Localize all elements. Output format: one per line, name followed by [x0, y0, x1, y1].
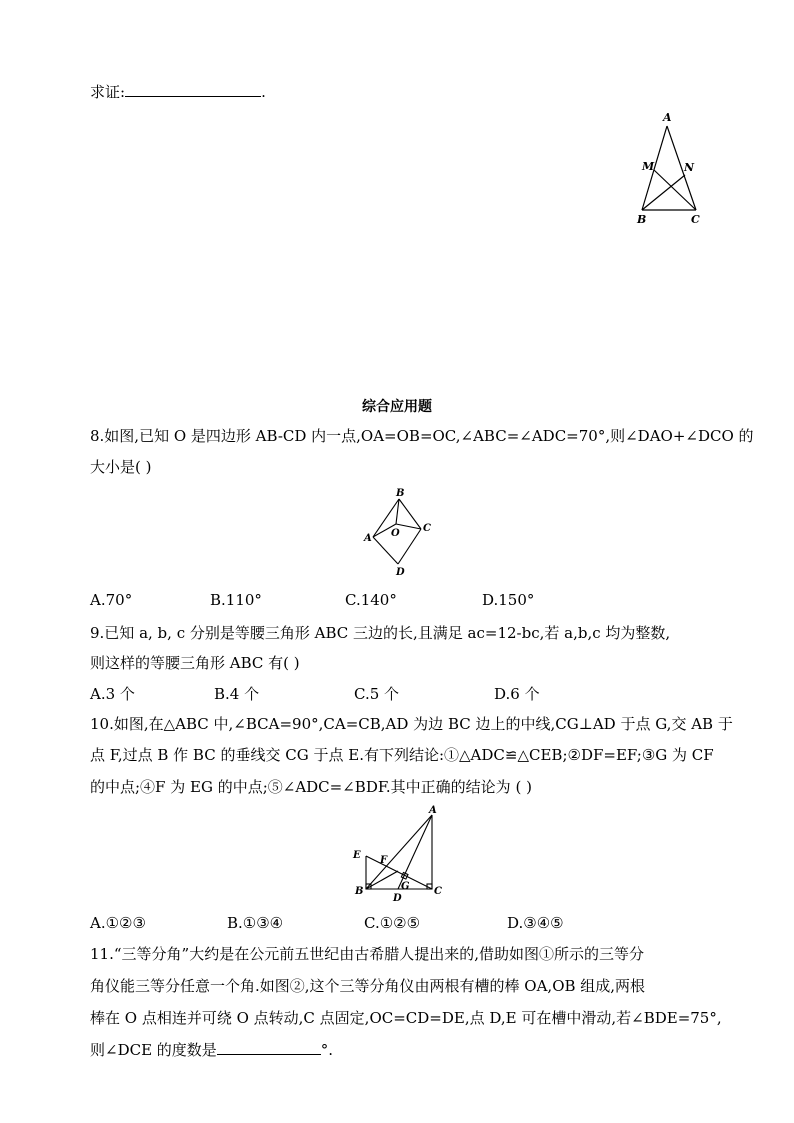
q9-line-2: 则这样的等腰三角形 ABC 有( )	[90, 654, 300, 672]
q11-line-4-text: 则∠DCE 的度数是	[90, 1041, 217, 1059]
q11-line-4-end: °.	[320, 1041, 334, 1059]
q10-fig-label-e: E	[353, 850, 361, 861]
q11-answer-blank	[217, 1040, 321, 1055]
q10-fig-label-a: A	[429, 805, 437, 816]
fig1-label-b: B	[637, 213, 647, 226]
fig1-label-c: C	[691, 213, 700, 226]
fig1-label-a: A	[663, 111, 672, 124]
q10-figure-right-triangle	[340, 805, 450, 905]
q8-option-c: C.140°	[345, 591, 397, 609]
q10-fig-label-c: C	[434, 886, 442, 897]
proof-label: 求证:	[90, 83, 126, 101]
q11-line-2: 角仪能三等分任意一个角.如图②,这个三等分角仪由两根有槽的棒 OA,OB 组成,两根	[90, 977, 646, 995]
q8-fig-label-a: A	[364, 533, 372, 544]
section-title: 综合应用题	[362, 399, 432, 415]
proof-line	[90, 82, 266, 102]
q10-fig-label-g: G	[401, 881, 410, 892]
q10-fig-label-f: F	[380, 855, 388, 866]
q8-figure-quadrilateral	[360, 484, 440, 579]
q10-fig-label-d: D	[393, 893, 402, 904]
q10-option-a: A.①②③	[90, 914, 146, 932]
q11-line-3: 棒在 O 点相连并可绕 O 点转动,C 点固定,OC=CD=DE,点 D,E 可在槽中滑动,若∠BDE=75°,	[90, 1009, 722, 1027]
q10-option-c: C.①②⑤	[364, 914, 421, 932]
q8-line-2: 大小是( )	[90, 458, 152, 476]
q10-option-b: B.①③④	[227, 914, 284, 932]
proof-end: .	[261, 83, 266, 101]
q9-option-b: B.4 个	[214, 685, 260, 703]
q8-line-1: 8.如图,已知 O 是四边形 AB-CD 内一点,OA=OB=OC,∠ABC=∠ADC=70°,则∠DAO+∠DCO 的	[90, 427, 754, 445]
q9-option-d: D.6 个	[494, 685, 540, 703]
q9-line-1: 9.已知 a, b, c 分别是等腰三角形 ABC 三边的长,且满足 ac=12-bc,若 a,b,c 均为整数,	[90, 624, 671, 642]
q10-fig-label-b: B	[355, 886, 364, 897]
figure-triangle-mn	[630, 108, 720, 228]
fig1-label-n: N	[684, 161, 695, 174]
proof-answer-blank	[125, 82, 261, 97]
q11-line-4	[90, 1040, 333, 1060]
q8-option-a: A.70°	[90, 591, 133, 609]
q10-line-3: 的中点;④F 为 EG 的中点;⑤∠ADC=∠BDF.其中正确的结论为 ( )	[90, 778, 532, 796]
q11-line-1: 11.“三等分角”大约是在公元前五世纪由古希腊人提出来的,借助如图①所示的三等分	[90, 945, 644, 963]
q8-option-d: D.150°	[482, 591, 535, 609]
q8-fig-label-o: O	[391, 528, 400, 539]
fig1-label-m: M	[642, 160, 655, 173]
q8-fig-label-d: D	[396, 567, 405, 578]
q10-line-2: 点 F,过点 B 作 BC 的垂线交 CG 于点 E.有下列结论:①△ADC≌△CEB;②DF=EF;③G 为 CF	[90, 746, 714, 764]
q8-fig-label-b: B	[396, 488, 405, 499]
q8-option-b: B.110°	[210, 591, 262, 609]
q10-line-1: 10.如图,在△ABC 中,∠BCA=90°,CA=CB,AD 为边 BC 边上的中线,CG⊥AD 于点 G,交 AB 于	[90, 715, 733, 733]
q9-option-a: A.3 个	[90, 685, 135, 703]
q10-option-d: D.③④⑤	[507, 914, 564, 932]
q9-option-c: C.5 个	[354, 685, 400, 703]
q8-fig-label-c: C	[423, 523, 431, 534]
